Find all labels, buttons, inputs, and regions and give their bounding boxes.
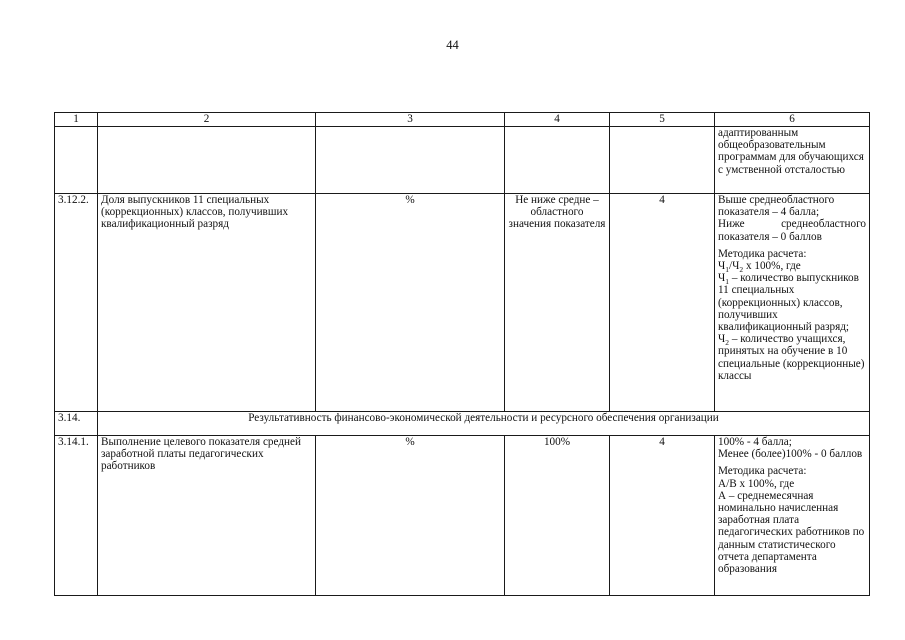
method-title: Методика расчета: bbox=[718, 465, 807, 478]
formula-definition: А – среднемесячная номинально начисленная заработная плата педагогических работников по данным статистического отчета департамента образования bbox=[718, 489, 865, 576]
table-row-3-12-2 bbox=[55, 194, 870, 412]
criteria-cell bbox=[715, 436, 870, 596]
indicator-name: Выполнение целевого показателя средней заработной платы педагогических работников bbox=[98, 436, 316, 596]
formula-definition: $Ч_2$ – количество учащихся, принятых на обучение в 10 специальные (коррекционные) классы bbox=[718, 333, 865, 382]
continued-criteria-text: адаптированным общеобразовательным программам для обучающихся с умственной отсталостью bbox=[715, 127, 870, 194]
table-row-3-14-1 bbox=[55, 436, 870, 596]
norm-cell: Не ниже средне –областного значения показателя bbox=[505, 194, 610, 412]
formula-line: А/В x 100%, где bbox=[718, 477, 795, 490]
section-number: 3.14. bbox=[55, 412, 98, 436]
indicator-name: Доля выпускников 11 специальных (коррекционных) классов, получивших квалификационный разряд bbox=[98, 194, 316, 412]
header-cell-3: 3 bbox=[316, 113, 505, 127]
score-cell: 4 bbox=[610, 436, 715, 596]
row-number: 3.12.2. bbox=[55, 194, 98, 412]
criteria-line: Выше среднеобластного показателя – 4 балла; bbox=[718, 194, 835, 219]
score-cell: 4 bbox=[610, 194, 715, 412]
section-title: Результативность финансово-экономической деятельности и ресурсного обеспечения организации bbox=[98, 412, 870, 436]
criteria-line: Менее (более)100% - 0 баллов bbox=[718, 448, 863, 461]
criteria-line: Ниже среднеобластного показателя – 0 баллов bbox=[718, 218, 866, 243]
row-number: 3.14.1. bbox=[55, 436, 98, 596]
unit-cell: % bbox=[316, 194, 505, 412]
header-cell-5: 5 bbox=[610, 113, 715, 127]
page-number: 44 bbox=[446, 38, 459, 52]
method-title: Методика расчета: bbox=[718, 247, 807, 260]
table-row-continued bbox=[55, 127, 870, 194]
header-cell-1: 1 bbox=[55, 113, 98, 127]
formula-line: $Ч_1/Ч_2$ x 100%, где bbox=[718, 260, 801, 275]
norm-cell: 100% bbox=[505, 436, 610, 596]
header-cell-6: 6 bbox=[715, 113, 870, 127]
header-cell-4: 4 bbox=[505, 113, 610, 127]
table-row-3-14 bbox=[55, 412, 870, 436]
table-header-row bbox=[55, 113, 870, 127]
criteria-line: 100% - 4 балла; bbox=[718, 436, 792, 448]
formula-definition: $Ч_1$ – количество выпускников 11 специальных (коррекционных) классов, получивших квалификационный разряд; bbox=[718, 272, 859, 334]
criteria-cell bbox=[715, 194, 870, 412]
criteria-table bbox=[54, 112, 870, 596]
unit-cell: % bbox=[316, 436, 505, 596]
header-cell-2: 2 bbox=[98, 113, 316, 127]
